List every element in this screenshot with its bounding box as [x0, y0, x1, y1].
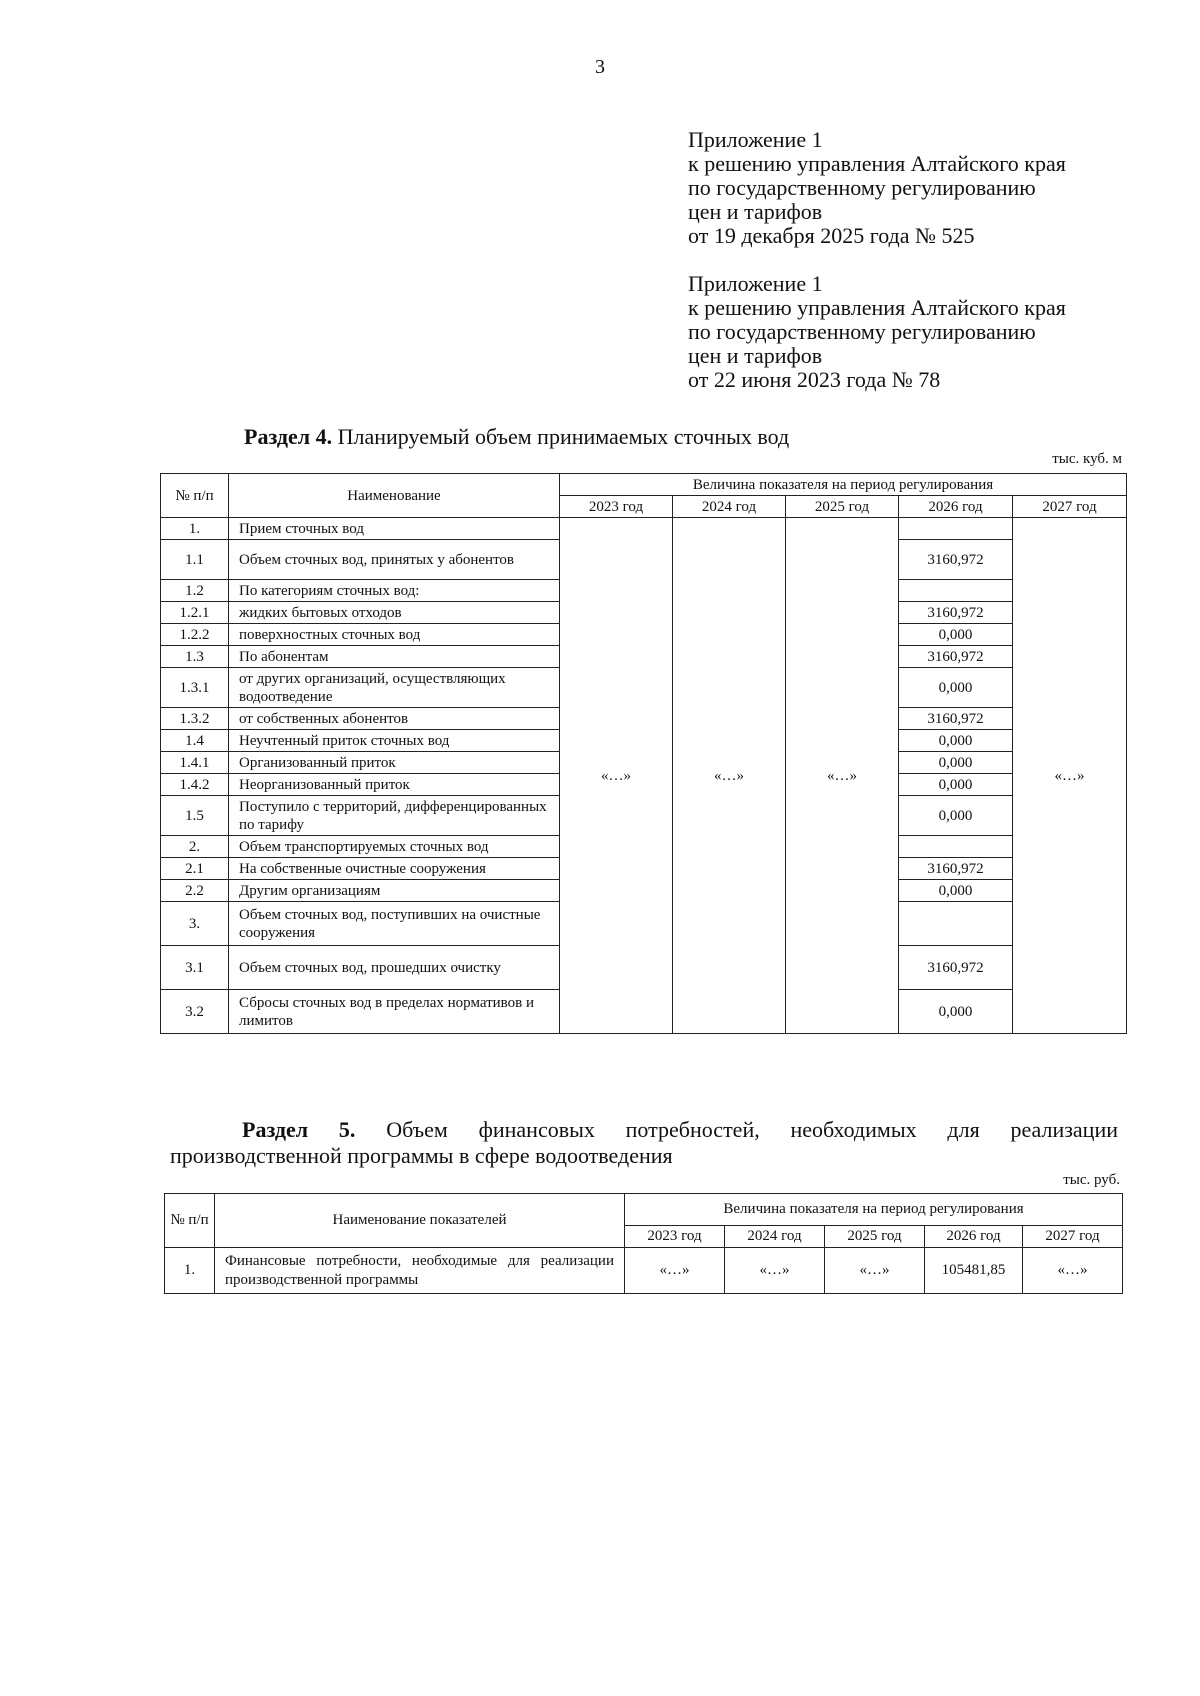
row-num: 1.3.2	[161, 708, 229, 730]
row-name: поверхностных сточных вод	[229, 624, 560, 646]
header-year-2027: 2027 год	[1023, 1226, 1123, 1248]
row-name: Организованный приток	[229, 752, 560, 774]
section5-unit: тыс. руб.	[1063, 1172, 1120, 1188]
value-2025: «…»	[786, 518, 899, 1034]
header-year-2023: 2023 год	[560, 496, 673, 518]
page-number: 3	[595, 56, 605, 78]
header-year-2027: 2027 год	[1013, 496, 1127, 518]
value-2026	[899, 518, 1013, 540]
row-num: 2.1	[161, 858, 229, 880]
value-2026: 0,000	[899, 796, 1013, 836]
row-num: 1.	[165, 1248, 215, 1294]
row-name: Неорганизованный приток	[229, 774, 560, 796]
section5-title-line2: производственной программы в сфере водоотведения	[170, 1143, 673, 1168]
value-2026: 0,000	[899, 668, 1013, 708]
header-num: № п/п	[161, 474, 229, 518]
value-2027: «…»	[1013, 518, 1127, 1034]
annex-line: от 22 июня 2023 года № 78	[688, 367, 941, 392]
section4-title-text: Планируемый объем принимаемых сточных вод	[332, 424, 790, 449]
row-num: 3.1	[161, 946, 229, 990]
header-year-2025: 2025 год	[786, 496, 899, 518]
section4-title	[244, 424, 789, 450]
value-2026: 0,000	[899, 880, 1013, 902]
annex-header-original	[688, 272, 1158, 392]
row-num: 1.2	[161, 580, 229, 602]
value-2027: «…»	[1023, 1248, 1123, 1294]
row-name: жидких бытовых отходов	[229, 602, 560, 624]
section5-title-bold: Раздел 5.	[242, 1117, 356, 1142]
section4-table	[160, 473, 1127, 1034]
header-num: № п/п	[165, 1194, 215, 1248]
row-num: 3.2	[161, 990, 229, 1034]
value-2026: 3160,972	[899, 540, 1013, 580]
row-num: 1.4	[161, 730, 229, 752]
header-name: Наименование	[229, 474, 560, 518]
row-num: 1.1	[161, 540, 229, 580]
header-year-2026: 2026 год	[899, 496, 1013, 518]
value-2023: «…»	[625, 1248, 725, 1294]
row-name: По абонентам	[229, 646, 560, 668]
row-name: Объем сточных вод, прошедших очистку	[229, 946, 560, 990]
value-2026	[899, 902, 1013, 946]
header-year-2026: 2026 год	[925, 1226, 1023, 1248]
value-2026: 3160,972	[899, 646, 1013, 668]
value-2026: 0,000	[899, 990, 1013, 1034]
annex-line: Приложение 1	[688, 271, 823, 296]
header-year-2024: 2024 год	[673, 496, 786, 518]
annex-line: по государственному регулированию	[688, 319, 1036, 344]
value-2026: 3160,972	[899, 858, 1013, 880]
row-num: 1.5	[161, 796, 229, 836]
row-name: Сбросы сточных вод в пределах нормативов и лимитов	[229, 990, 560, 1034]
row-name: от собственных абонентов	[229, 708, 560, 730]
annex-line: к решению управления Алтайского края	[688, 151, 1066, 176]
value-2026: 3160,972	[899, 946, 1013, 990]
annex-line: цен и тарифов	[688, 343, 823, 368]
row-name: Финансовые потребности, необходимые для реализации производственной программы	[215, 1248, 625, 1294]
row-name: Объем транспортируемых сточных вод	[229, 836, 560, 858]
annex-line: Приложение 1	[688, 127, 823, 152]
row-name: Другим организациям	[229, 880, 560, 902]
row-num: 1.	[161, 518, 229, 540]
row-num: 2.	[161, 836, 229, 858]
row-num: 3.	[161, 902, 229, 946]
row-name: По категориям сточных вод:	[229, 580, 560, 602]
header-year-2024: 2024 год	[725, 1226, 825, 1248]
value-2026: 105481,85	[925, 1248, 1023, 1294]
table-row	[161, 518, 1127, 540]
row-name: от других организаций, осуществляющих водоотведение	[229, 668, 560, 708]
value-2024: «…»	[725, 1248, 825, 1294]
row-name: Неучтенный приток сточных вод	[229, 730, 560, 752]
header-period: Величина показателя на период регулирования	[560, 474, 1127, 496]
value-2026: 3160,972	[899, 708, 1013, 730]
row-num: 1.3.1	[161, 668, 229, 708]
section5-title-text: Объем финансовых потребностей, необходимых для реализации	[355, 1117, 1118, 1142]
value-2026: 3160,972	[899, 602, 1013, 624]
value-2026: 0,000	[899, 730, 1013, 752]
row-num: 1.2.1	[161, 602, 229, 624]
value-2026: 0,000	[899, 624, 1013, 646]
annex-line: к решению управления Алтайского края	[688, 295, 1066, 320]
row-num: 1.3	[161, 646, 229, 668]
row-num: 1.4.2	[161, 774, 229, 796]
header-year-2023: 2023 год	[625, 1226, 725, 1248]
annex-header-current	[688, 128, 1158, 248]
value-2026: 0,000	[899, 774, 1013, 796]
row-name: Прием сточных вод	[229, 518, 560, 540]
value-2026	[899, 836, 1013, 858]
section5-title	[170, 1117, 1118, 1169]
section5-table	[164, 1193, 1123, 1294]
annex-line: по государственному регулированию	[688, 175, 1036, 200]
header-year-2025: 2025 год	[825, 1226, 925, 1248]
value-2024: «…»	[673, 518, 786, 1034]
section5-title-line1	[170, 1117, 1118, 1143]
row-num: 1.2.2	[161, 624, 229, 646]
value-2026: 0,000	[899, 752, 1013, 774]
header-period: Величина показателя на период регулирования	[625, 1194, 1123, 1226]
value-2025: «…»	[825, 1248, 925, 1294]
header-name: Наименование показателей	[215, 1194, 625, 1248]
row-name: Объем сточных вод, поступивших на очистные сооружения	[229, 902, 560, 946]
section4-unit: тыс. куб. м	[1052, 451, 1122, 467]
row-name: На собственные очистные сооружения	[229, 858, 560, 880]
annex-line: цен и тарифов	[688, 199, 823, 224]
row-num: 2.2	[161, 880, 229, 902]
value-2026	[899, 580, 1013, 602]
section4-title-bold: Раздел 4.	[244, 424, 333, 449]
table-row	[165, 1248, 1123, 1294]
value-2023: «…»	[560, 518, 673, 1034]
row-num: 1.4.1	[161, 752, 229, 774]
row-name: Объем сточных вод, принятых у абонентов	[229, 540, 560, 580]
annex-line: от 19 декабря 2025 года № 525	[688, 223, 975, 248]
row-name: Поступило с территорий, дифференцированных по тарифу	[229, 796, 560, 836]
